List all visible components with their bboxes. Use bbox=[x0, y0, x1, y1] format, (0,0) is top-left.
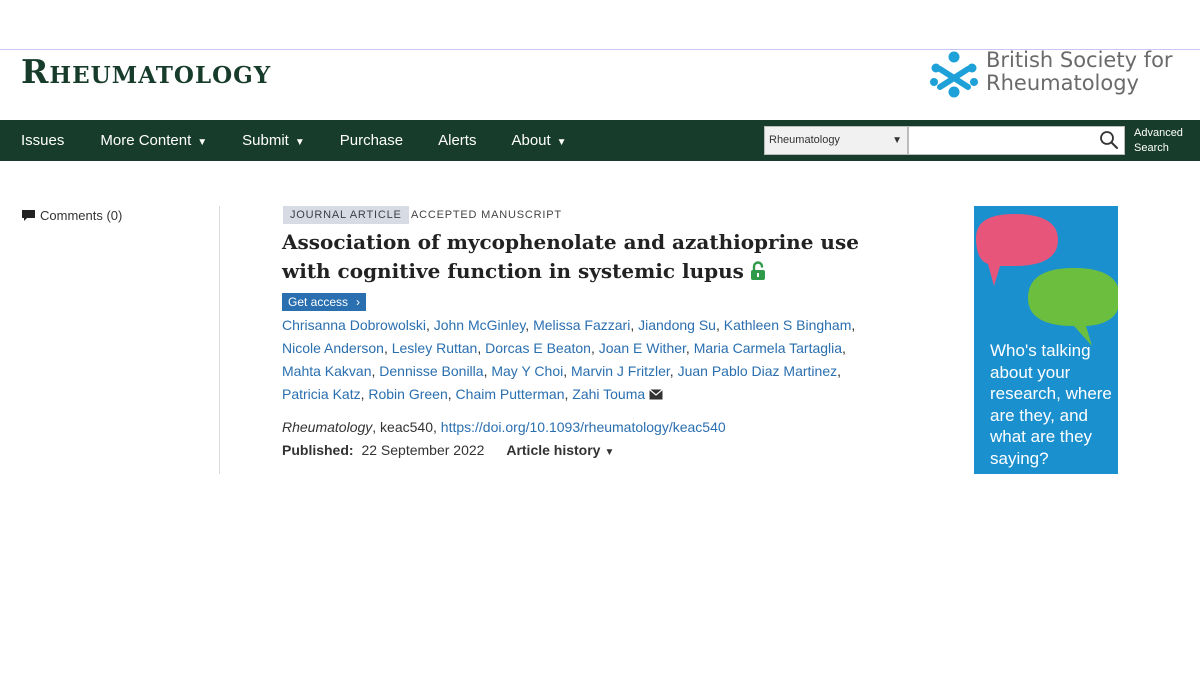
article-history-toggle[interactable]: Article history ▼ bbox=[506, 442, 615, 458]
open-lock-icon bbox=[750, 261, 766, 281]
author-separator: , bbox=[360, 386, 369, 402]
journal-logo[interactable]: Rheumatology bbox=[21, 52, 272, 91]
author-list bbox=[282, 314, 862, 406]
get-access-button[interactable]: Get access › bbox=[282, 293, 366, 311]
citation-line bbox=[282, 419, 726, 435]
author-link[interactable]: Zahi Touma bbox=[572, 386, 646, 402]
author-link[interactable]: Mahta Kakvan bbox=[282, 363, 372, 379]
email-icon[interactable] bbox=[649, 389, 663, 400]
author-separator: , bbox=[590, 340, 599, 356]
citation-id: , keac540, bbox=[372, 419, 437, 435]
author-link[interactable]: Jiandong Su bbox=[638, 317, 716, 333]
nav-about[interactable]: About ▼ bbox=[511, 132, 567, 149]
author-separator: , bbox=[371, 363, 380, 379]
advertisement-banner[interactable] bbox=[974, 206, 1118, 474]
author-separator: , bbox=[630, 317, 639, 333]
author-separator: , bbox=[669, 363, 678, 379]
nav-purchase[interactable]: Purchase bbox=[339, 132, 404, 149]
author-separator: , bbox=[483, 363, 492, 379]
ad-text: Who's talking about your research, where are they, and what are they saying? bbox=[990, 341, 1112, 468]
advanced-search-line1: Advanced bbox=[1134, 127, 1183, 139]
chevron-down-icon: ▼ bbox=[604, 447, 615, 458]
comments-link[interactable] bbox=[21, 208, 122, 223]
author-separator: , bbox=[837, 363, 841, 379]
published-label: Published: bbox=[282, 442, 354, 458]
author-link[interactable]: Robin Green bbox=[368, 386, 448, 402]
published-line bbox=[282, 442, 614, 458]
search-input[interactable] bbox=[908, 126, 1125, 155]
society-name bbox=[986, 49, 1173, 95]
doi-link[interactable]: https://doi.org/10.1093/rheumatology/keac540 bbox=[440, 419, 726, 435]
author-separator: , bbox=[685, 340, 694, 356]
article-status-label: ACCEPTED MANUSCRIPT bbox=[411, 209, 562, 221]
society-mark-icon bbox=[928, 50, 980, 98]
author-link[interactable]: Patricia Katz bbox=[282, 386, 361, 402]
author-link[interactable]: Chaim Putterman bbox=[455, 386, 565, 402]
author-link[interactable]: Dennisse Bonilla bbox=[379, 363, 484, 379]
society-name-line1: British Society for bbox=[986, 48, 1173, 72]
sidebar-divider bbox=[219, 206, 220, 474]
article-title: Association of mycophenolate and azathioprine use with cognitive function in systemic lupus bbox=[282, 230, 859, 283]
author-separator: , bbox=[851, 317, 856, 333]
advanced-search-line2: Search bbox=[1134, 142, 1169, 154]
citation-journal: Rheumatology bbox=[282, 419, 373, 435]
comments-label: Comments (0) bbox=[40, 208, 123, 223]
author-link[interactable]: Chrisanna Dobrowolski bbox=[282, 317, 426, 333]
author-link[interactable]: Nicole Anderson bbox=[282, 340, 384, 356]
author-separator: , bbox=[383, 340, 392, 356]
author-link[interactable]: Maria Carmela Tartaglia bbox=[693, 340, 843, 356]
author-link[interactable]: May Y Choi bbox=[491, 363, 564, 379]
society-name-line2: Rheumatology bbox=[986, 71, 1139, 95]
article-type-badge: JOURNAL ARTICLE bbox=[283, 206, 409, 224]
author-link[interactable]: John McGinley bbox=[433, 317, 526, 333]
search-icon bbox=[1098, 129, 1120, 151]
author-link[interactable]: Marvin J Fritzler bbox=[571, 363, 670, 379]
author-link[interactable]: Lesley Ruttan bbox=[391, 340, 478, 356]
author-separator: , bbox=[715, 317, 724, 333]
chevron-down-icon: ▼ bbox=[197, 137, 208, 148]
nav-submit[interactable]: Submit ▼ bbox=[242, 132, 305, 149]
speech-bubbles-graphic bbox=[974, 206, 1118, 346]
chevron-right-icon: › bbox=[356, 295, 361, 309]
search-button[interactable] bbox=[1098, 129, 1120, 151]
author-separator: , bbox=[563, 363, 571, 379]
author-separator: , bbox=[564, 386, 573, 402]
author-separator: , bbox=[842, 340, 846, 356]
advanced-search-link[interactable] bbox=[1134, 126, 1183, 156]
search-scope-select[interactable]: Rheumatology ▼ bbox=[764, 126, 908, 155]
published-date: 22 September 2022 bbox=[361, 442, 485, 458]
nav-alerts[interactable]: Alerts bbox=[438, 132, 477, 149]
nav-more-content[interactable]: More Content ▼ bbox=[100, 132, 208, 149]
comment-icon bbox=[21, 209, 36, 223]
author-separator: , bbox=[525, 317, 534, 333]
author-link[interactable]: Juan Pablo Diaz Martinez bbox=[677, 363, 838, 379]
chevron-down-icon: ▼ bbox=[294, 137, 305, 148]
author-link[interactable]: Dorcas E Beaton bbox=[485, 340, 591, 356]
author-separator: , bbox=[425, 317, 434, 333]
author-link[interactable]: Joan E Wither bbox=[598, 340, 686, 356]
author-link[interactable]: Melissa Fazzari bbox=[533, 317, 631, 333]
chevron-down-icon: ▼ bbox=[556, 137, 567, 148]
dropdown-caret-icon: ▼ bbox=[892, 135, 902, 146]
author-separator: , bbox=[477, 340, 486, 356]
nav-issues[interactable]: Issues bbox=[21, 132, 65, 149]
author-separator: , bbox=[447, 386, 456, 402]
society-logo[interactable] bbox=[928, 50, 1173, 98]
author-link[interactable]: Kathleen S Bingham bbox=[723, 317, 852, 333]
